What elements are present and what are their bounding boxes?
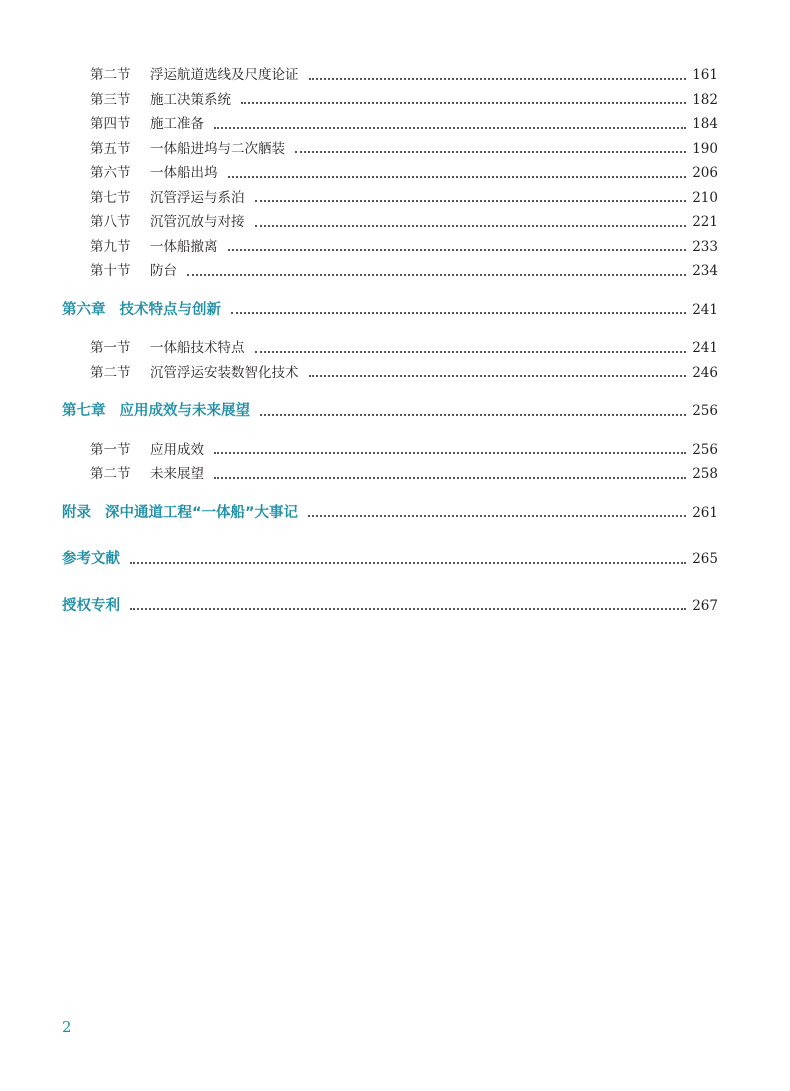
toc-entry-section[interactable] <box>62 254 718 279</box>
page-number: 184 <box>692 116 718 132</box>
section-number: 第三节 <box>90 91 131 108</box>
toc-entry-section[interactable] <box>62 132 718 157</box>
section-number: 第四节 <box>90 116 131 132</box>
spacer <box>62 419 718 433</box>
dot-leader <box>295 151 686 153</box>
page-number: 234 <box>692 263 718 279</box>
section-title: 一体船进坞与二次舾装 <box>150 140 285 157</box>
toc-entry-section[interactable] <box>62 107 718 132</box>
section-title: 沉管浮运安装数智化技术 <box>150 364 299 381</box>
spacer <box>62 380 718 394</box>
dot-leader <box>241 102 686 104</box>
references-title: 参考文献 <box>62 551 120 567</box>
page-number: 256 <box>692 403 718 419</box>
chapter-number: 第七章 <box>62 403 106 419</box>
section-number: 第一节 <box>90 441 131 458</box>
page-number: 161 <box>692 67 718 83</box>
dot-leader <box>214 452 686 454</box>
chapter-title: 技术特点与创新 <box>119 301 221 318</box>
section-number: 第二节 <box>90 364 131 381</box>
section-title: 一体船撤离 <box>150 238 218 255</box>
page-folio: 2 <box>62 1018 72 1036</box>
section-number: 第十节 <box>90 263 131 279</box>
table-of-contents <box>62 58 718 613</box>
spacer <box>62 482 718 496</box>
page-number: 206 <box>692 165 718 181</box>
chapter-number: 第六章 <box>62 301 106 318</box>
page-number: 241 <box>692 340 718 356</box>
section-title: 防台 <box>150 263 177 279</box>
toc-entry-section[interactable] <box>62 433 718 458</box>
section-number: 第二节 <box>90 67 131 83</box>
dot-leader <box>255 225 687 227</box>
toc-entry-section[interactable] <box>62 205 718 230</box>
section-title: 浮运航道选线及尺度论证 <box>150 67 299 83</box>
dot-leader <box>255 351 687 353</box>
page-number: 182 <box>692 91 718 108</box>
section-number: 第八节 <box>90 214 131 230</box>
section-number: 第七节 <box>90 189 131 206</box>
section-title: 沉管浮运与系泊 <box>150 189 245 206</box>
page-number: 246 <box>692 364 718 381</box>
dot-leader <box>260 414 686 416</box>
page-number: 258 <box>692 466 718 482</box>
dot-leader <box>255 200 687 202</box>
section-number: 第二节 <box>90 466 131 482</box>
dot-leader <box>309 78 687 80</box>
toc-entry-chapter-7[interactable] <box>62 394 718 419</box>
section-number: 第一节 <box>90 340 131 356</box>
dot-leader <box>231 312 686 314</box>
page-number: 221 <box>692 214 718 230</box>
dot-leader <box>308 515 686 517</box>
section-title: 一体船技术特点 <box>150 340 245 356</box>
patents-title: 授权专利 <box>62 597 120 614</box>
toc-entry-section[interactable] <box>62 58 718 83</box>
appendix-title: 深中通道工程“一体船”大事记 <box>105 504 299 521</box>
toc-entry-patents[interactable] <box>62 589 718 614</box>
page-number: 265 <box>692 551 718 567</box>
page-number: 210 <box>692 189 718 206</box>
section-number: 第六节 <box>90 165 131 181</box>
section-title: 应用成效 <box>150 441 204 458</box>
toc-entry-appendix[interactable] <box>62 496 718 521</box>
page-number: 261 <box>692 504 718 521</box>
section-title: 施工决策系统 <box>150 91 231 108</box>
section-title: 未来展望 <box>150 466 204 482</box>
dot-leader <box>214 127 686 129</box>
toc-entry-section[interactable] <box>62 457 718 482</box>
dot-leader <box>130 562 686 564</box>
toc-entry-section[interactable] <box>62 156 718 181</box>
dot-leader <box>228 249 687 251</box>
dot-leader <box>214 477 686 479</box>
section-number: 第五节 <box>90 140 131 157</box>
toc-entry-chapter-6[interactable] <box>62 293 718 318</box>
page-number: 267 <box>692 597 718 614</box>
dot-leader <box>130 608 686 610</box>
toc-entry-section[interactable] <box>62 230 718 255</box>
chapter-title: 应用成效与未来展望 <box>119 403 250 419</box>
toc-entry-references[interactable] <box>62 542 718 567</box>
dot-leader <box>228 176 687 178</box>
toc-entry-section[interactable] <box>62 83 718 108</box>
spacer <box>62 279 718 293</box>
dot-leader <box>309 375 687 377</box>
toc-entry-section[interactable] <box>62 181 718 206</box>
spacer <box>62 317 718 331</box>
section-title: 施工准备 <box>150 116 204 132</box>
spacer <box>62 520 718 542</box>
toc-entry-section[interactable] <box>62 356 718 381</box>
section-number: 第九节 <box>90 238 131 255</box>
page-number: 241 <box>692 301 718 318</box>
toc-entry-section[interactable] <box>62 331 718 356</box>
page-number: 190 <box>692 140 718 157</box>
section-title: 沉管沉放与对接 <box>150 214 245 230</box>
spacer <box>62 567 718 589</box>
section-title: 一体船出坞 <box>150 165 218 181</box>
dot-leader <box>187 274 686 276</box>
page-number: 256 <box>692 441 718 458</box>
appendix-label: 附录 <box>62 504 91 521</box>
page-number: 233 <box>692 238 718 255</box>
